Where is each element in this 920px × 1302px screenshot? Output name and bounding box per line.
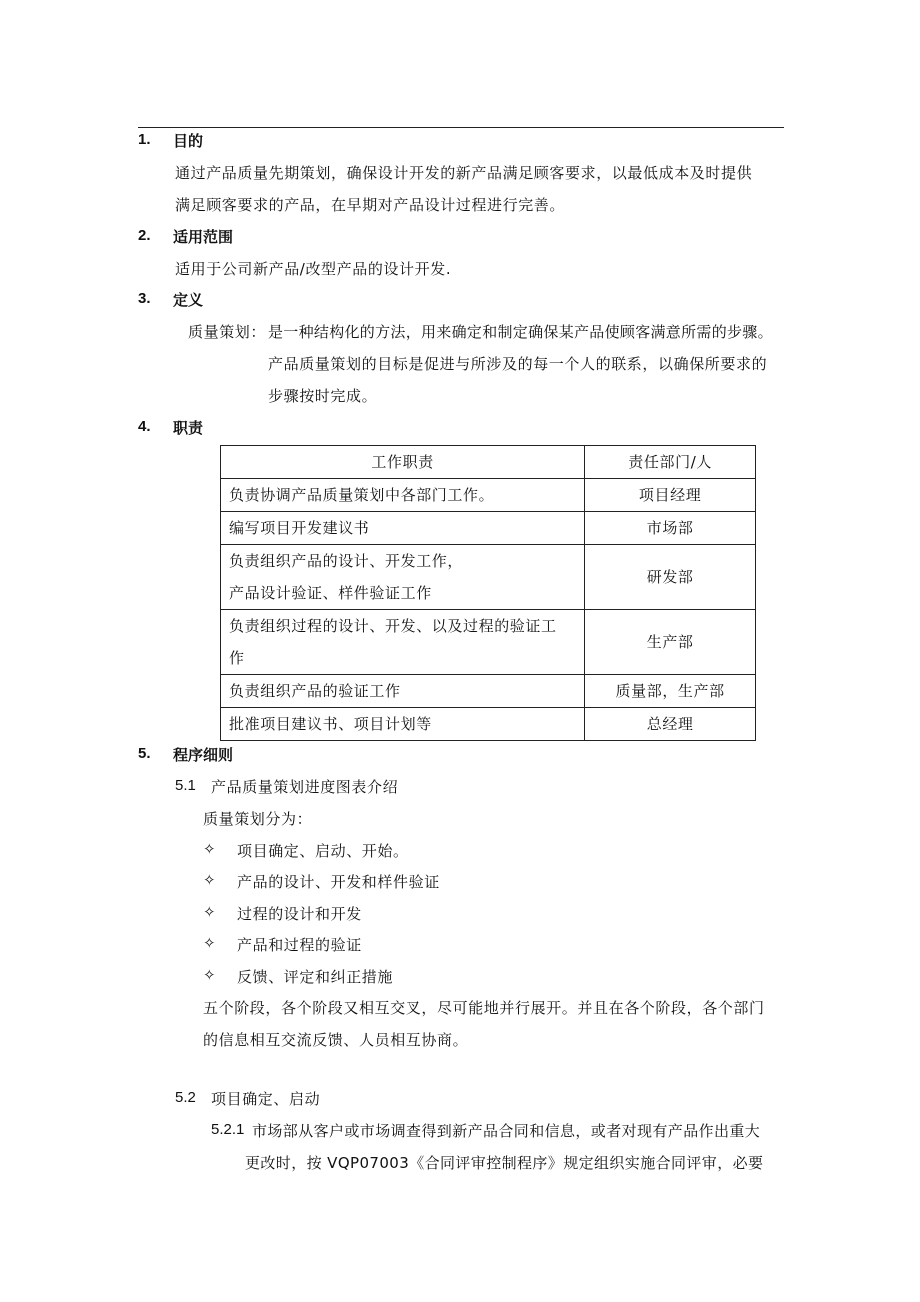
bullet-diamond-icon: ✧ <box>203 871 216 889</box>
section-2-para: 适用于公司新产品/改型产品的设计开发. <box>175 260 452 278</box>
duty-line: 作 <box>229 649 245 667</box>
section-1-number: 1. <box>138 131 151 148</box>
duty-line: 负责组织产品的验证工作 <box>229 682 401 700</box>
duty-line: 负责协调产品质量策划中各部门工作。 <box>229 486 495 504</box>
bullet-diamond-icon: ✧ <box>203 840 216 858</box>
section-5-title: 程序细则 <box>173 746 234 764</box>
bullet-item: 反馈、评定和纠正措施 <box>237 968 394 986</box>
subsection-5-2-1-number: 5.2.1 <box>211 1121 245 1138</box>
table-row <box>221 708 756 741</box>
table-row <box>221 545 756 610</box>
duty-cell <box>221 479 585 512</box>
table-header-row <box>221 446 756 479</box>
duty-cell <box>221 512 585 545</box>
dept-cell: 项目经理 <box>585 479 756 512</box>
header-duty: 工作职责 <box>221 446 585 479</box>
duty-cell <box>221 545 585 610</box>
subsection-5-1-intro: 质量策划分为： <box>203 810 313 828</box>
header-dept: 责任部门/人 <box>585 446 756 479</box>
table-row <box>221 675 756 708</box>
bullet-diamond-icon: ✧ <box>203 934 216 952</box>
responsibility-table <box>220 445 756 741</box>
subsection-5-2-1-line1: 市场部从客户或市场调查得到新产品合同和信息，或者对现有产品作出重大 <box>252 1122 761 1140</box>
table-row <box>221 610 756 675</box>
duty-cell <box>221 708 585 741</box>
dept-cell: 质量部，生产部 <box>585 675 756 708</box>
header-rule <box>138 127 784 128</box>
subsection-5-1-title: 产品质量策划进度图表介绍 <box>211 778 399 796</box>
section-4-number: 4. <box>138 418 151 435</box>
subsection-5-1-para-line1: 五个阶段，各个阶段又相互交叉，尽可能地并行展开。并且在各个阶段，各个部门 <box>203 999 765 1017</box>
section-3-number: 3. <box>138 290 151 307</box>
section-3-title: 定义 <box>173 291 204 309</box>
duty-line: 产品设计验证、样件验证工作 <box>229 584 432 602</box>
bullet-item: 项目确定、启动、开始。 <box>237 842 409 860</box>
section-2-title: 适用范围 <box>173 228 234 246</box>
duty-line: 编写项目开发建议书 <box>229 519 370 537</box>
table-row <box>221 479 756 512</box>
section-1-para-line2: 满足顾客要求的产品，在早期对产品设计过程进行完善。 <box>175 196 566 214</box>
bullet-item: 产品和过程的验证 <box>237 936 362 954</box>
dept-cell: 总经理 <box>585 708 756 741</box>
subsection-5-2-1-line2: 更改时，按 VQP07003《合同评审控制程序》规定组织实施合同评审，必要 <box>245 1154 764 1172</box>
bullet-item: 产品的设计、开发和样件验证 <box>237 873 440 891</box>
dept-cell: 生产部 <box>585 610 756 675</box>
dept-cell: 市场部 <box>585 512 756 545</box>
duty-cell <box>221 610 585 675</box>
table-row <box>221 512 756 545</box>
bullet-diamond-icon: ✧ <box>203 966 216 984</box>
definition-line3: 步骤按时完成。 <box>268 387 378 405</box>
duty-cell <box>221 675 585 708</box>
bullet-diamond-icon: ✧ <box>203 903 216 921</box>
section-2-number: 2. <box>138 227 151 244</box>
subsection-5-2-number: 5.2 <box>175 1089 196 1106</box>
subsection-5-1-number: 5.1 <box>175 777 196 794</box>
definition-line2: 产品质量策划的目标是促进与所涉及的每一个人的联系，以确保所要求的 <box>268 355 768 373</box>
duty-line: 批准项目建议书、项目计划等 <box>229 715 432 733</box>
dept-cell: 研发部 <box>585 545 756 610</box>
definition-term: 质量策划： <box>188 323 267 341</box>
duty-line: 负责组织产品的设计、开发工作， <box>229 552 464 570</box>
section-5-number: 5. <box>138 745 151 762</box>
section-1-title: 目的 <box>173 132 204 150</box>
definition-line1: 是一种结构化的方法，用来确定和制定确保某产品使顾客满意所需的步骤。 <box>268 323 773 341</box>
bullet-item: 过程的设计和开发 <box>237 905 362 923</box>
subsection-5-2-title: 项目确定、启动 <box>211 1090 321 1108</box>
duty-line: 负责组织过程的设计、开发、以及过程的验证工 <box>229 617 557 635</box>
section-4-title: 职责 <box>173 419 204 437</box>
subsection-5-1-para-line2: 的信息相互交流反馈、人员相互协商。 <box>203 1031 469 1049</box>
section-1-para-line1: 通过产品质量先期策划，确保设计开发的新产品满足顾客要求，以最低成本及时提供 <box>175 164 753 182</box>
